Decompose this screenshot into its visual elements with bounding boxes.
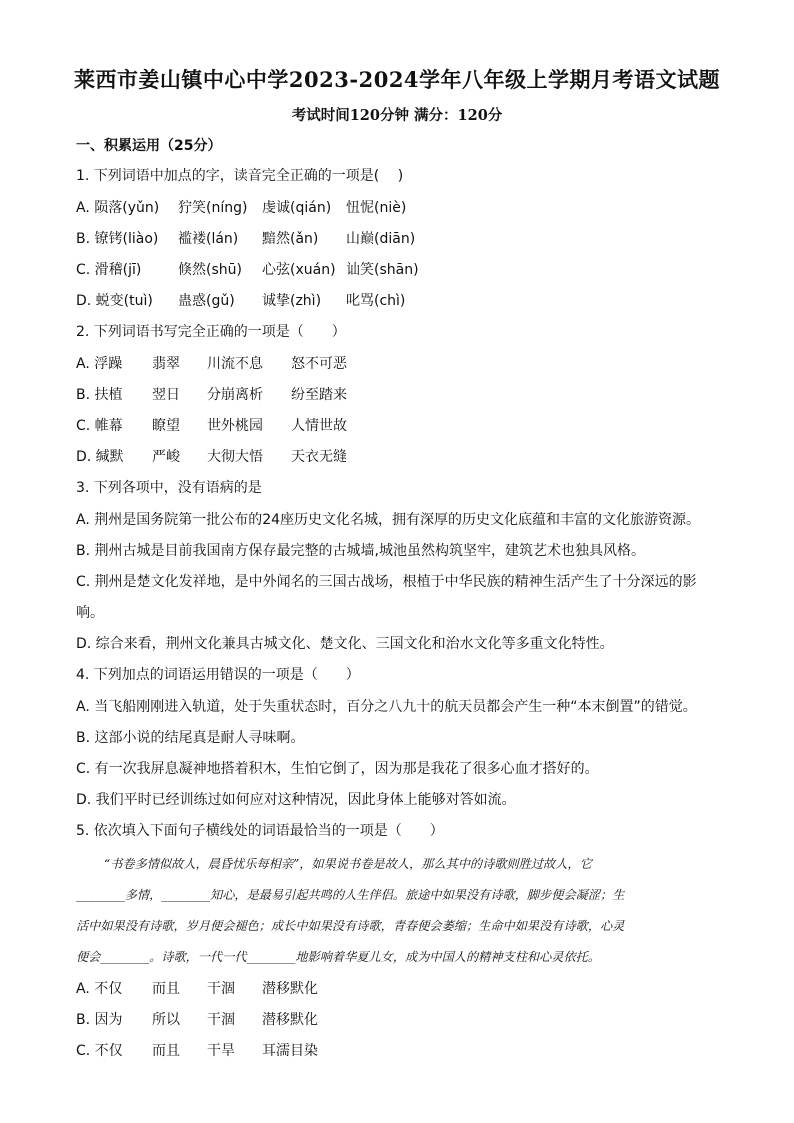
q5-a-word-3: 干涸 [207, 981, 235, 997]
q2-c-word-1: C. 帷幕 [76, 418, 123, 434]
q1-c-word-4: 讪笑(shān) [346, 262, 419, 278]
q1-d-word-2: 蛊惑(gǔ) [178, 293, 235, 309]
q1-d-word-3: 诚挚(zhì) [262, 293, 322, 309]
q3-option-b: B. 荆州古城是目前我国南方保存最完整的古城墙,城池虽然构筑坚牢，建筑艺术也独具风格。 [76, 543, 645, 559]
q1-d-word-1: D. 蜕变(tuì) [76, 293, 153, 309]
q2-d-word-2: 严峻 [152, 449, 180, 465]
q4-option-d: D. 我们平时已经训练过如何应对这种情况，因此身体上能够对答如流。 [76, 792, 516, 808]
q3-option-d: D. 综合来看，荆州文化兼具古城文化、楚文化、三国文化和治水文化等多重文化特性。 [76, 636, 614, 652]
q5-c-word-2: 而且 [152, 1043, 180, 1059]
q2-c-word-2: 瞭望 [152, 418, 180, 434]
q2-d-word-1: D. 缄默 [76, 449, 124, 465]
q2-b-word-1: B. 扶植 [76, 387, 123, 403]
q5-c-word-3: 干旱 [207, 1043, 235, 1059]
q5-b-word-3: 干涸 [207, 1012, 235, 1028]
section-heading: 一、积累运用（25分） [76, 138, 222, 154]
q5-a-word-1: A. 不仅 [76, 981, 123, 997]
q5-a-word-2: 而且 [152, 981, 180, 997]
q5-passage-line-1: “书卷多情似故人，晨昏忧乐每相亲”，如果说书卷是故人，那么其中的诗歌则胜过故人，它 [104, 857, 592, 871]
q2-a-word-3: 川流不息 [207, 356, 263, 372]
q1-a-word-1: A. 陨落(yǔn) [76, 200, 160, 216]
q3-option-c-cont: 响。 [76, 605, 104, 621]
exam-subtitle: 考试时间120分钟 满分：120分 [291, 107, 503, 124]
question-1-stem: 1. 下列词语中加点的字，读音完全正确的一项是( ) [76, 168, 404, 184]
q5-passage-line-2: ________多情，________知心，是最易引起共鸣的人生伴侣。旅途中如果没有诗歌，脚步便会凝涩；生 [76, 888, 625, 902]
question-2-stem: 2. 下列词语书写完全正确的一项是（ ） [76, 324, 346, 340]
q5-passage-line-4: 便会________。诗歌，一代一代________地影响着华夏儿女，成为中国人的精神支柱和心灵依托。 [76, 950, 601, 964]
q5-b-word-2: 所以 [152, 1012, 180, 1028]
q1-d-word-4: 叱骂(chì) [346, 293, 406, 309]
q1-b-word-4: 山巅(diān) [346, 231, 416, 247]
q3-option-a: A. 荆州是国务院第一批公布的24座历史文化名城，拥有深厚的历史文化底蕴和丰富的文化旅游资源。 [76, 512, 701, 528]
q1-b-word-3: 黯然(ǎn) [262, 231, 319, 247]
question-4-stem: 4. 下列加点的词语运用错误的一项是（ ） [76, 667, 360, 683]
q2-d-word-4: 天衣无缝 [291, 449, 347, 465]
q2-c-word-4: 人情世故 [291, 418, 347, 434]
q5-c-word-1: C. 不仅 [76, 1043, 123, 1059]
q4-option-a: A. 当飞船刚刚进入轨道，处于失重状态时，百分之八九十的航天员都会产生一种“本末倒置”的错觉。 [76, 699, 697, 715]
q2-b-word-4: 纷至踏来 [291, 387, 347, 403]
q2-b-word-3: 分崩离析 [207, 387, 263, 403]
q2-a-word-1: A. 浮躁 [76, 356, 123, 372]
q1-b-word-1: B. 镣铐(liào) [76, 231, 159, 247]
question-3-stem: 3. 下列各项中，没有语病的是 [76, 480, 262, 496]
q5-passage-line-3: 活中如果没有诗歌，岁月便会褪色；成长中如果没有诗歌，青春便会萎缩；生命中如果没有诗歌，心灵 [76, 919, 625, 933]
q5-c-word-4: 耳濡目染 [262, 1043, 318, 1059]
q1-c-word-2: 倏然(shū) [178, 262, 242, 278]
q2-a-word-4: 怒不可恶 [291, 356, 347, 372]
q4-option-b: B. 这部小说的结尾真是耐人寻味啊。 [76, 730, 305, 746]
question-5-stem: 5. 依次填入下面句子横线处的词语最恰当的一项是（ ） [76, 823, 444, 839]
q1-b-word-2: 褴褛(lán) [178, 231, 239, 247]
q1-a-word-2: 狞笑(níng) [178, 200, 248, 216]
q4-option-c: C. 有一次我屏息凝神地搭着积木，生怕它倒了，因为那是我花了很多心血才搭好的。 [76, 761, 599, 777]
q1-c-word-3: 心弦(xuán) [262, 262, 336, 278]
q2-a-word-2: 翡翠 [152, 356, 180, 372]
q5-a-word-4: 潜移默化 [262, 981, 318, 997]
q2-b-word-2: 翌日 [152, 387, 180, 403]
exam-title: 莱西市姜山镇中心中学2023-2024学年八年级上学期月考语文试题 [73, 67, 721, 92]
q3-option-c: C. 荆州是楚文化发祥地，是中外闻名的三国古战场，根植于中华民族的精神生活产生了十分深远的影 [76, 574, 697, 590]
q5-b-word-1: B. 因为 [76, 1012, 123, 1028]
q1-a-word-4: 忸怩(niè) [346, 200, 407, 216]
q1-c-word-1: C. 滑稽(jī) [76, 262, 142, 278]
q2-c-word-3: 世外桃园 [207, 418, 263, 434]
q2-d-word-3: 大彻大悟 [207, 449, 263, 465]
q5-b-word-4: 潜移默化 [262, 1012, 318, 1028]
q1-a-word-3: 虔诚(qián) [262, 200, 332, 216]
